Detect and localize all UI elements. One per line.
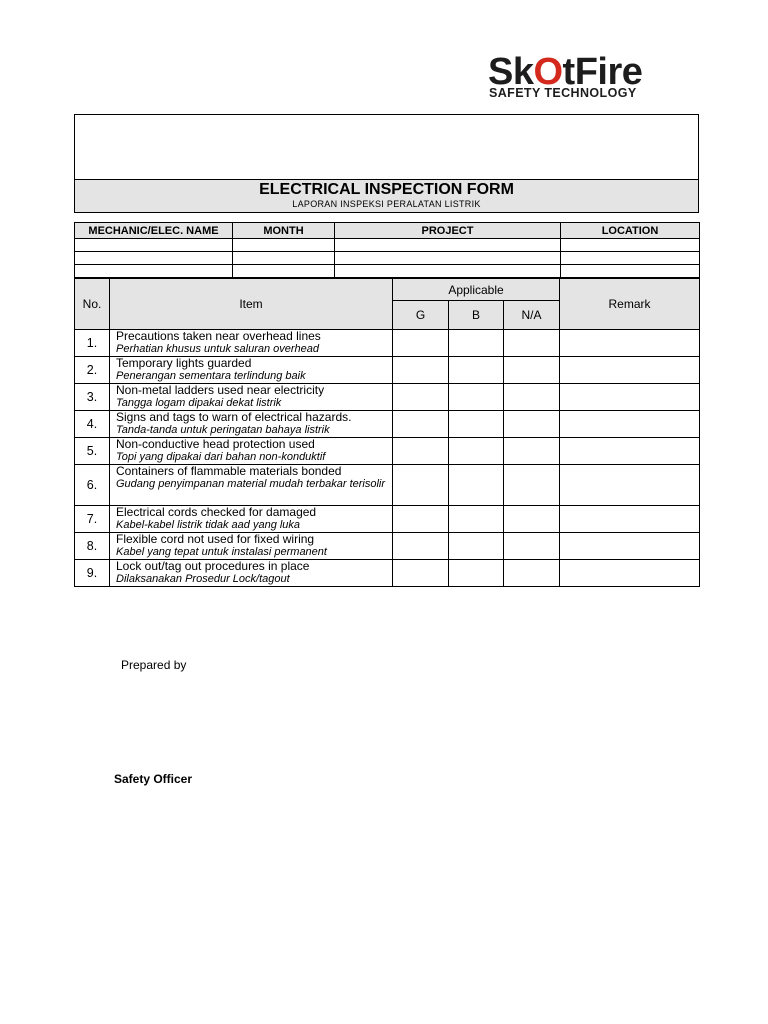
- na-cell[interactable]: [504, 438, 560, 465]
- item-english: Flexible cord not used for fixed wiring: [116, 532, 315, 546]
- checklist-row: [75, 330, 700, 357]
- project-cell[interactable]: [335, 252, 561, 265]
- b-cell[interactable]: [449, 330, 504, 357]
- na-cell[interactable]: [504, 506, 560, 533]
- location-cell[interactable]: [561, 265, 700, 278]
- checklist-row: [75, 560, 700, 587]
- b-cell[interactable]: [449, 506, 504, 533]
- na-cell[interactable]: [504, 330, 560, 357]
- item-english: Lock out/tag out procedures in place: [116, 559, 310, 573]
- item-indonesian: Tanda-tanda untuk peringatan bahaya listrik: [116, 423, 330, 436]
- row-number: 7.: [75, 506, 110, 533]
- row-number: 1.: [75, 330, 110, 357]
- remark-cell[interactable]: [560, 411, 700, 438]
- row-number: 5.: [75, 438, 110, 465]
- item-header: Item: [110, 279, 393, 330]
- logo-part-3: tFire: [562, 51, 643, 93]
- logo-part-1: Sk: [488, 51, 534, 93]
- month-cell[interactable]: [233, 252, 335, 265]
- item-english: Containers of flammable materials bonded: [116, 464, 342, 478]
- header-blank-area: [75, 115, 698, 180]
- item-indonesian: Topi yang dipakai dari bahan non-konduktif: [116, 450, 326, 463]
- b-cell[interactable]: [449, 357, 504, 384]
- checklist-row: [75, 506, 700, 533]
- safety-officer-label: Safety Officer: [114, 772, 193, 786]
- row-item: [110, 357, 393, 384]
- project-header: PROJECT: [335, 223, 561, 239]
- mechanic-name-cell[interactable]: [75, 252, 233, 265]
- item-english: Signs and tags to warn of electrical hazards.: [116, 410, 352, 424]
- na-cell[interactable]: [504, 465, 560, 506]
- g-cell[interactable]: [393, 506, 449, 533]
- remark-cell[interactable]: [560, 533, 700, 560]
- info-row: [75, 252, 700, 265]
- g-header: G: [393, 301, 449, 330]
- b-cell[interactable]: [449, 411, 504, 438]
- form-subtitle: LAPORAN INSPEKSI PERALATAN LISTRIK: [292, 199, 481, 209]
- g-cell[interactable]: [393, 533, 449, 560]
- location-cell[interactable]: [561, 252, 700, 265]
- remark-cell[interactable]: [560, 506, 700, 533]
- month-cell[interactable]: [233, 239, 335, 252]
- row-item: [110, 411, 393, 438]
- item-indonesian: Kabel yang tepat untuk instalasi permanent: [116, 545, 327, 558]
- mechanic-name-cell[interactable]: [75, 265, 233, 278]
- month-header: MONTH: [233, 223, 335, 239]
- row-number: 8.: [75, 533, 110, 560]
- item-english: Electrical cords checked for damaged: [116, 505, 317, 519]
- remark-cell[interactable]: [560, 330, 700, 357]
- b-cell[interactable]: [449, 384, 504, 411]
- logo-tagline: SAFETY TECHNOLOGY: [489, 86, 637, 100]
- item-english: Non-conductive head protection used: [116, 437, 315, 451]
- na-header: N/A: [504, 301, 560, 330]
- header-title-band: [75, 180, 698, 212]
- month-cell[interactable]: [233, 265, 335, 278]
- info-row: [75, 239, 700, 252]
- na-cell[interactable]: [504, 560, 560, 587]
- g-cell[interactable]: [393, 330, 449, 357]
- skotfire-logo: [486, 52, 690, 102]
- g-cell[interactable]: [393, 465, 449, 506]
- project-cell[interactable]: [335, 239, 561, 252]
- mechanic-name-header: MECHANIC/ELEC. NAME: [75, 223, 233, 239]
- row-item: [110, 330, 393, 357]
- logo-part-2: O: [533, 51, 563, 93]
- b-cell[interactable]: [449, 465, 504, 506]
- no-header: No.: [75, 279, 110, 330]
- g-cell[interactable]: [393, 560, 449, 587]
- remark-cell[interactable]: [560, 384, 700, 411]
- remark-cell[interactable]: [560, 560, 700, 587]
- b-cell[interactable]: [449, 438, 504, 465]
- checklist-table: [74, 278, 700, 587]
- row-item: [110, 533, 393, 560]
- g-cell[interactable]: [393, 384, 449, 411]
- row-item: [110, 560, 393, 587]
- row-number: 4.: [75, 411, 110, 438]
- remark-cell[interactable]: [560, 438, 700, 465]
- g-cell[interactable]: [393, 357, 449, 384]
- na-cell[interactable]: [504, 357, 560, 384]
- g-cell[interactable]: [393, 411, 449, 438]
- g-cell[interactable]: [393, 438, 449, 465]
- info-table: [74, 222, 700, 278]
- row-item: [110, 384, 393, 411]
- checklist-row: [75, 357, 700, 384]
- b-cell[interactable]: [449, 533, 504, 560]
- form-header: [74, 114, 699, 213]
- mechanic-name-cell[interactable]: [75, 239, 233, 252]
- row-item: [110, 438, 393, 465]
- item-english: Temporary lights guarded: [116, 356, 252, 370]
- location-cell[interactable]: [561, 239, 700, 252]
- item-indonesian: Dilaksanakan Prosedur Lock/tagout: [116, 572, 290, 585]
- row-number: 3.: [75, 384, 110, 411]
- item-indonesian: Perhatian khusus untuk saluran overhead: [116, 342, 320, 355]
- na-cell[interactable]: [504, 384, 560, 411]
- remark-header: Remark: [560, 279, 700, 330]
- remark-cell[interactable]: [560, 465, 700, 506]
- project-cell[interactable]: [335, 265, 561, 278]
- location-header: LOCATION: [561, 223, 700, 239]
- item-english: Non-metal ladders used near electricity: [116, 383, 325, 397]
- b-header: B: [449, 301, 504, 330]
- row-item: [110, 506, 393, 533]
- info-row: [75, 265, 700, 278]
- prepared-by-label: Prepared by: [121, 658, 187, 672]
- item-indonesian: Gudang penyimpanan material mudah terbakar terisolir: [116, 477, 386, 490]
- item-indonesian: Penerangan sementara terlindung baik: [116, 369, 306, 382]
- remark-cell[interactable]: [560, 357, 700, 384]
- item-indonesian: Tangga logam dipakai dekat listrik: [116, 396, 282, 409]
- item-english: Precautions taken near overhead lines: [116, 329, 321, 343]
- na-cell[interactable]: [504, 533, 560, 560]
- checklist-row: [75, 411, 700, 438]
- checklist-row: [75, 438, 700, 465]
- form-title: ELECTRICAL INSPECTION FORM: [259, 181, 514, 198]
- row-number: 6.: [75, 465, 110, 506]
- checklist-row: [75, 384, 700, 411]
- row-number: 9.: [75, 560, 110, 587]
- info-header-row: [75, 223, 700, 239]
- checklist-header-row: [75, 279, 700, 301]
- applicable-header: Applicable: [393, 279, 560, 301]
- item-indonesian: Kabel-kabel listrik tidak aad yang luka: [116, 518, 301, 531]
- checklist-row: [75, 533, 700, 560]
- row-number: 2.: [75, 357, 110, 384]
- na-cell[interactable]: [504, 411, 560, 438]
- b-cell[interactable]: [449, 560, 504, 587]
- row-item: [110, 465, 393, 506]
- checklist-row: [75, 465, 700, 506]
